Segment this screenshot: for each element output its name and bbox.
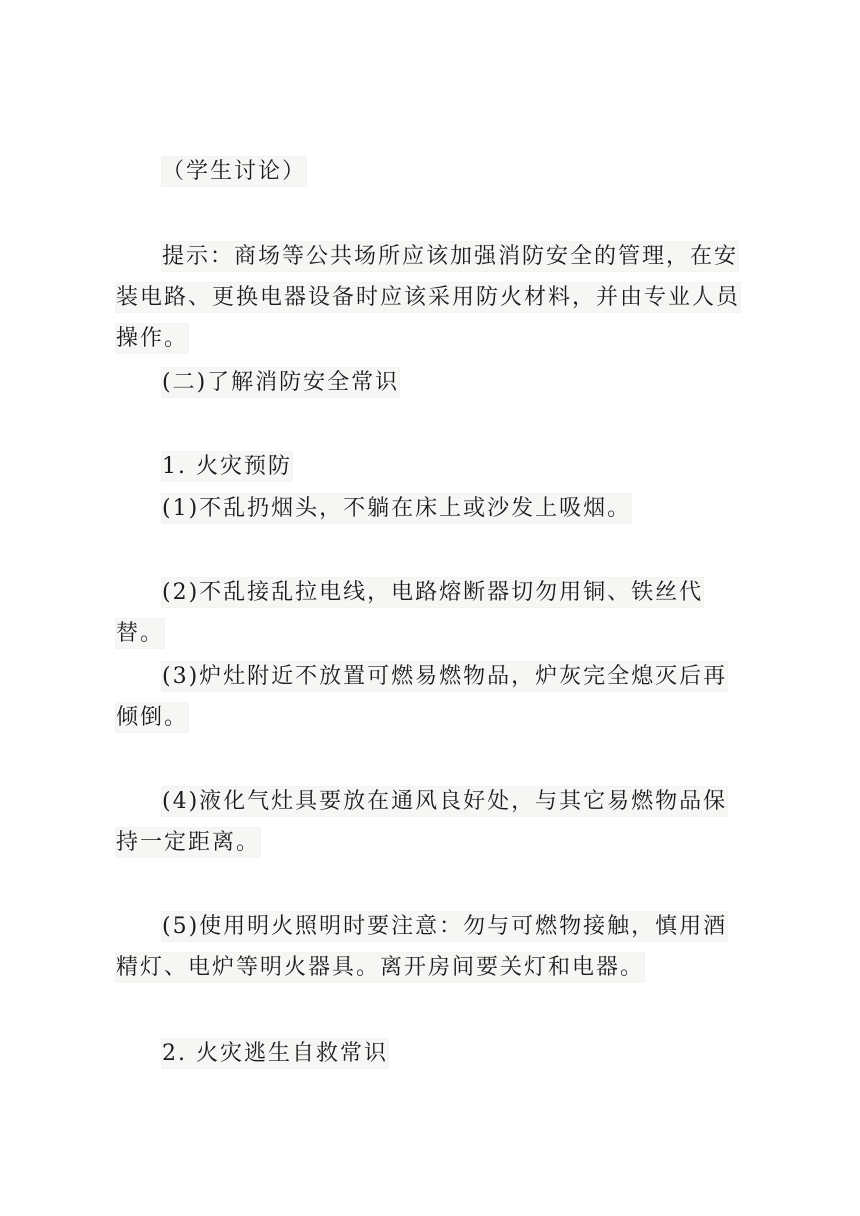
- paragraph-text: 提示：商场等公共场所应该加强消防安全的管理，在安装电路、更换电器设备时应该采用防火材料，并由专业人员操作。: [116, 244, 741, 351]
- paragraph-text: (二)了解消防安全常识: [162, 370, 400, 395]
- paragraph-text: 2. 火灾逃生自救常识: [162, 1041, 388, 1066]
- paragraph-text: (5)使用明火照明时要注意：勿与可燃物接触，慎用酒精灯、电炉等明火器具。离开房间要关灯和电器。: [116, 914, 728, 980]
- paragraph-text: (4)液化气灶具要放在通风良好处，与其它易燃物品保持一定距离。: [116, 789, 728, 855]
- paragraph-text: 1. 火灾预防: [162, 454, 292, 479]
- list-item-5: [116, 906, 746, 988]
- paragraph-student-discussion: [116, 151, 746, 192]
- paragraph-text: (1)不乱扔烟头，不躺在床上或沙发上吸烟。: [162, 496, 632, 521]
- paragraph-text: (3)炉灶附近不放置可燃易燃物品，炉灰完全熄灭后再倾倒。: [116, 664, 728, 730]
- paragraph-text: （学生讨论）: [162, 159, 307, 184]
- paragraph-text: (2)不乱接乱拉电线，电路熔断器切勿用铜、铁丝代替。: [116, 580, 704, 646]
- section-heading-fire-safety: [116, 362, 746, 403]
- subheading-fire-prevention: [116, 446, 746, 487]
- paragraph-hint: [116, 236, 746, 359]
- list-item-3: [116, 656, 746, 738]
- subheading-fire-escape: [116, 1033, 746, 1074]
- list-item-1: [116, 488, 746, 529]
- list-item-4: [116, 781, 746, 863]
- list-item-2: [116, 572, 746, 654]
